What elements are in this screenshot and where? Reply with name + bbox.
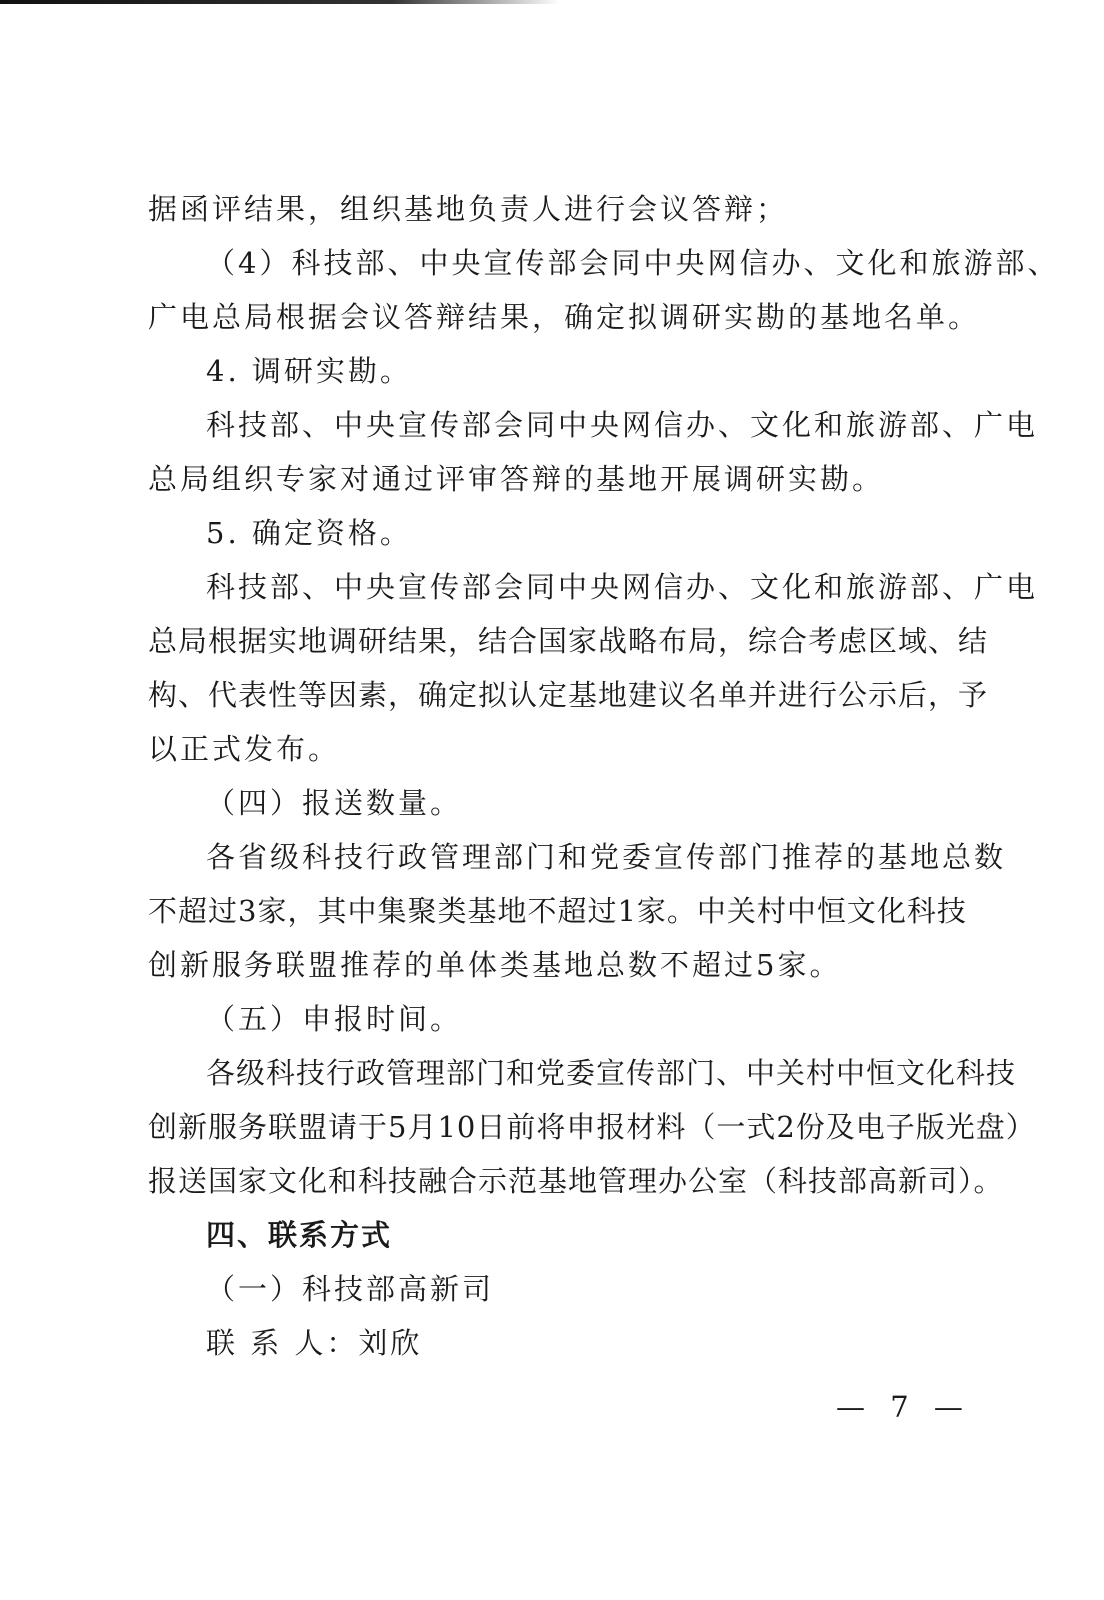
paragraph-line-18: 创新服务联盟请于5月10日前将申报材料（一式2份及电子版光盘） [148, 1110, 1036, 1144]
page-number: — 7 — [836, 1390, 971, 1424]
paragraph-line-15: 创新服务联盟推荐的单体类基地总数不超过5家。 [148, 948, 842, 982]
paragraph-line-1: 据函评结果，组织基地负责人进行会议答辩； [148, 192, 789, 226]
scan-edge-artifact [0, 0, 560, 4]
paragraph-line-8: 科技部、中央宣传部会同中央网信办、文化和旅游部、广电 [206, 570, 1039, 604]
paragraph-line-6: 总局组织专家对通过评审答辩的基地开展调研实勘。 [148, 462, 885, 496]
section-heading-time: （五）申报时间。 [206, 1002, 463, 1036]
paragraph-line-11: 以正式发布。 [148, 732, 341, 766]
paragraph-line-17: 各级科技行政管理部门和党委宣传部门、中关村中恒文化科技 [206, 1056, 1017, 1090]
paragraph-line-10: 构、代表性等因素，确定拟认定基地建议名单并进行公示后，予 [148, 678, 989, 712]
paragraph-line-5: 科技部、中央宣传部会同中央网信办、文化和旅游部、广电 [206, 408, 1039, 442]
section-heading-contact: 四、联系方式 [206, 1218, 393, 1252]
document-body [148, 182, 1060, 1370]
section-heading-quantity: （四）报送数量。 [206, 786, 463, 820]
paragraph-line-13: 各省级科技行政管理部门和党委宣传部门推荐的基地总数 [206, 840, 1007, 874]
subsection-heading-qualification: 5. 确定资格。 [206, 516, 412, 550]
paragraph-line-14: 不超过3家，其中集聚类基地不超过1家。中关村中恒文化科技 [148, 894, 967, 928]
contact-department: （一）科技部高新司 [206, 1272, 495, 1306]
contact-person: 联 系 人：刘欣 [206, 1326, 423, 1360]
paragraph-line-2: （4）科技部、中央宣传部会同中央网信办、文化和旅游部、 [206, 246, 1060, 280]
subsection-heading-survey: 4. 调研实勘。 [206, 354, 412, 388]
paragraph-line-9: 总局根据实地调研结果，结合国家战略布局，综合考虑区域、结 [148, 624, 989, 658]
paragraph-line-19: 报送国家文化和科技融合示范基地管理办公室（科技部高新司）。 [148, 1164, 1004, 1198]
paragraph-line-3: 广电总局根据会议答辩结果，确定拟调研实勘的基地名单。 [148, 300, 981, 334]
